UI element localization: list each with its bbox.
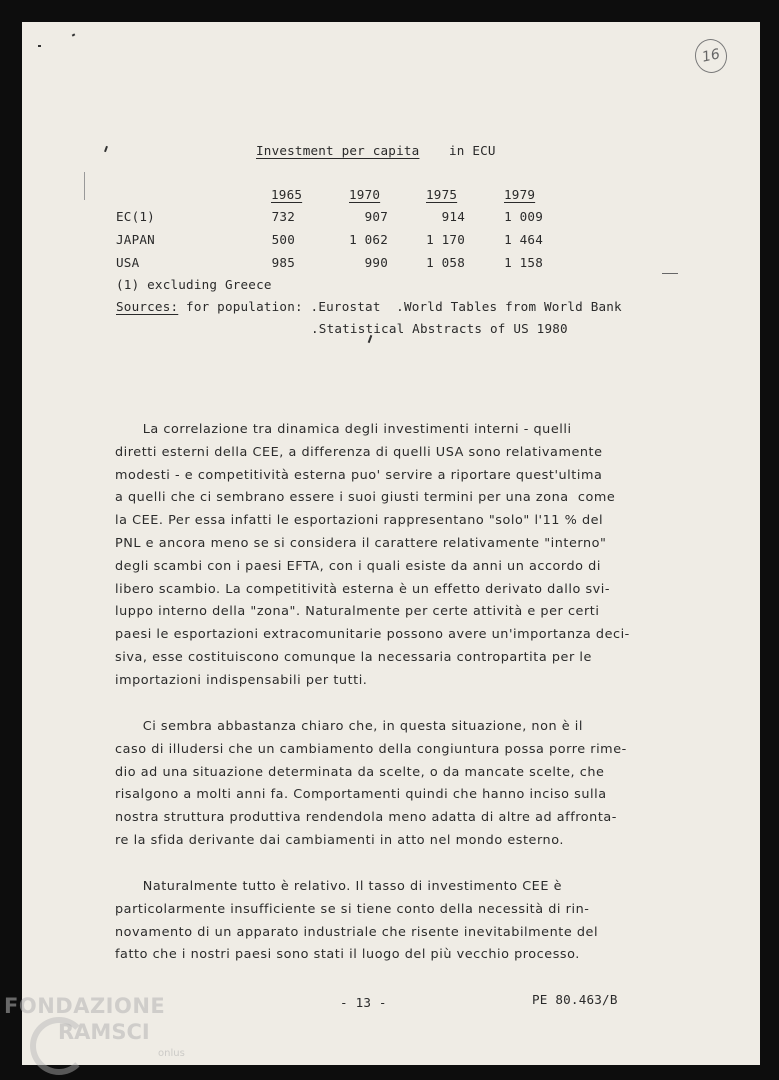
text-line: fatto che i nostri paesi sono stati il luogo del più vecchio processo.	[115, 947, 580, 963]
table-footnote: (1) excluding Greece	[116, 277, 272, 292]
row-label: EC(1)	[116, 209, 155, 224]
watermark-fondazione: FONDAZIONE	[4, 994, 166, 1018]
sources-line	[116, 299, 622, 314]
table-cell: 1 170	[426, 232, 465, 247]
text-line: particolarmente insufficiente se si tiene conto della necessità di rin-	[115, 901, 590, 917]
document-page	[22, 22, 760, 1065]
row-label: USA	[116, 255, 140, 270]
table-cell: 985	[271, 255, 295, 270]
speck	[662, 273, 678, 274]
text-line: diretti esterni della CEE, a differenza di quelli USA sono relativamente	[115, 444, 603, 460]
year-header: 1979	[504, 187, 536, 202]
table-cell: 907	[364, 209, 388, 224]
paragraph	[115, 419, 675, 693]
speck	[72, 33, 76, 36]
speck	[38, 45, 41, 47]
text-line: libero scambio. La competitività esterna è un effetto derivato dallo svi-	[115, 581, 611, 597]
sources-label: Sources:	[116, 299, 179, 314]
text-line: paesi le esportazioni extracomunitarie possono avere un'importanza deci-	[115, 627, 630, 643]
speck	[368, 335, 373, 343]
table-cell: 914	[441, 209, 465, 224]
text-line: La correlazione tra dinamica degli investimenti interni - quelli	[115, 422, 572, 437]
table-cell: 732	[271, 209, 295, 224]
text-line: re la sfida derivante dai cambiamenti in atto nel mondo esterno.	[115, 832, 564, 848]
year-header: 1965	[271, 187, 303, 202]
page-number-mark: 16	[692, 36, 730, 76]
text-line: novamento di un apparato industriale che risente inevitabilmente del	[115, 924, 599, 940]
watermark-gramsci: RAMSCI	[58, 1020, 150, 1044]
text-line: modesti - e competitività esterna puo' servire a riportare quest'ultima	[115, 467, 603, 483]
year-header: 1975	[426, 187, 458, 202]
paragraph	[115, 876, 675, 967]
table-title: Investment per capita	[256, 143, 420, 158]
document-reference: PE 80.463/B	[532, 992, 618, 1007]
paragraph	[115, 716, 675, 853]
text-line: luppo interno della "zona". Naturalmente per certe attività e per certi	[115, 604, 600, 620]
text-line: dio ad una situazione determinata da scelte, o da mancate scelte, che	[115, 764, 605, 780]
table-cell: 1 009	[504, 209, 543, 224]
watermark-onlus: onlus	[158, 1048, 185, 1059]
text-line: degli scambi con i paesi EFTA, con i quali esiste da anni un accordo di	[115, 558, 601, 574]
text-line: caso di illudersi che un cambiamento della congiuntura possa porre rime-	[115, 741, 627, 757]
text-line: la CEE. Per essa infatti le esportazioni rappresentano "solo" l'11 % del	[115, 513, 604, 529]
text-line: a quelli che ci sembrano essere i suoi giusti termini per una zona come	[115, 490, 616, 506]
table-unit: in ECU	[449, 143, 496, 158]
page-footer-number: - 13 -	[340, 995, 387, 1010]
year-header: 1970	[349, 187, 381, 202]
text-line: nostra struttura produttiva rendendola meno adatta di altre ad affronta-	[115, 810, 617, 826]
text-line: risalgono a molti anni fa. Comportamenti quindi che hanno inciso sulla	[115, 787, 607, 803]
table-cell: 1 062	[349, 232, 388, 247]
table-cell: 1 464	[504, 232, 543, 247]
sources-line-2: .Statistical Abstracts of US 1980	[311, 321, 568, 336]
table-cell: 500	[271, 232, 295, 247]
text-line: PNL e ancora meno se si considera il carattere relativamente "interno"	[115, 535, 607, 551]
text-line: Ci sembra abbastanza chiaro che, in questa situazione, non è il	[115, 719, 584, 734]
text-line: importazioni indispensabili per tutti.	[115, 672, 368, 688]
sources-text: for population: .Eurostat .World Tables from World Bank	[178, 299, 622, 314]
text-line: siva, esse costituiscono comunque la necessaria contropartita per le	[115, 649, 592, 665]
table-cell: 1 158	[504, 255, 543, 270]
table-cell: 990	[364, 255, 388, 270]
row-label: JAPAN	[116, 232, 155, 247]
speck	[104, 146, 108, 152]
text-line: Naturalmente tutto è relativo. Il tasso di investimento CEE è	[115, 879, 562, 894]
speck	[84, 172, 85, 200]
table-cell: 1 058	[426, 255, 465, 270]
